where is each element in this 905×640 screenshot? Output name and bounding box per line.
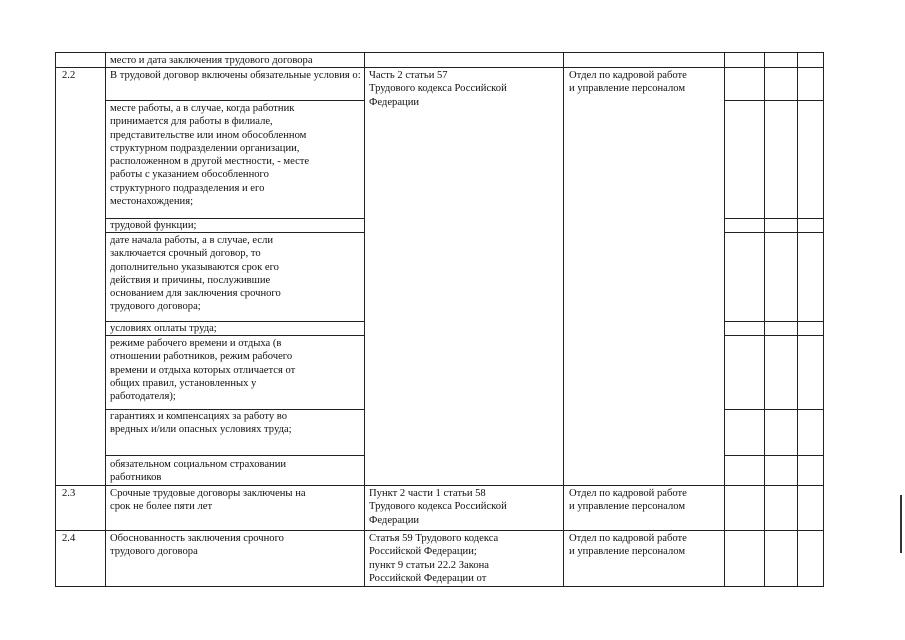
condition-item: режиме рабочего времени и отдыха (в отношении работников, режим рабочего времени и отдыха которых отличается от общих правил, установленных у работодателя);: [110, 338, 296, 403]
row-number: 2.4: [62, 533, 76, 544]
responsible-dept: Отдел по кадровой работе и управление персоналом: [569, 533, 687, 558]
requirement-text: В трудовой договор включены обязательные условия о:: [110, 70, 361, 81]
row-number: 2.3: [62, 488, 76, 499]
row-border: [55, 530, 823, 531]
mark-border: [724, 232, 823, 233]
mark-border: [724, 218, 823, 219]
scan-edge-mark: [900, 495, 902, 553]
row-border: [55, 485, 823, 486]
col-border: [55, 52, 56, 587]
subrow-border: [105, 100, 364, 101]
responsible-dept: Отдел по кадровой работе и управление персоналом: [569, 70, 687, 95]
col-border: [823, 52, 824, 587]
legal-basis: Статья 59 Трудового кодекса Российской Федерации; пункт 9 статьи 22.2 Закона Российской Федерации от: [369, 533, 499, 584]
col-border: [563, 52, 564, 587]
mark-border: [724, 100, 823, 101]
col-border: [105, 52, 106, 587]
col-border: [364, 52, 365, 587]
requirement-text: Срочные трудовые договоры заключены на срок не более пяти лет: [110, 488, 306, 513]
col-border: [764, 52, 765, 587]
row-number: 2.2: [62, 70, 76, 81]
row-border: [55, 52, 823, 53]
legal-basis: Часть 2 статьи 57 Трудового кодекса Российской Федерации: [369, 70, 507, 108]
mark-border: [724, 321, 823, 322]
requirement-text: Обоснованность заключения срочного трудового договора: [110, 533, 284, 558]
subrow-border: [105, 455, 364, 456]
condition-item: гарантиях и компенсациях за работу во вредных и/или опасных условиях труда;: [110, 411, 292, 436]
legal-basis: Пункт 2 части 1 статьи 58 Трудового кодекса Российской Федерации: [369, 488, 507, 526]
condition-item: условиях оплаты труда;: [110, 323, 217, 334]
responsible-dept: Отдел по кадровой работе и управление персоналом: [569, 488, 687, 513]
mark-border: [724, 335, 823, 336]
mark-border: [724, 409, 823, 410]
col-border: [724, 52, 725, 587]
requirement-text: место и дата заключения трудового договора: [110, 55, 313, 66]
condition-item: обязательном социальном страховании работников: [110, 459, 287, 484]
condition-item: трудовой функции;: [110, 220, 197, 231]
condition-item: дате начала работы, а в случае, если заключается срочный договор, то дополнительно указываются срок его действия и причины, послужившие основанием для заключения срочного трудового договора;: [110, 235, 281, 313]
row-border: [55, 586, 823, 587]
mark-border: [724, 455, 823, 456]
col-border: [797, 52, 798, 587]
condition-item: месте работы, а в случае, когда работник принимается для работы в филиале, представительстве или ином обособленном структурном подразделении организации, расположенном в другой местности, - месте работы с указанием обособленного структурного подразделения и его местонахождения;: [110, 103, 310, 208]
